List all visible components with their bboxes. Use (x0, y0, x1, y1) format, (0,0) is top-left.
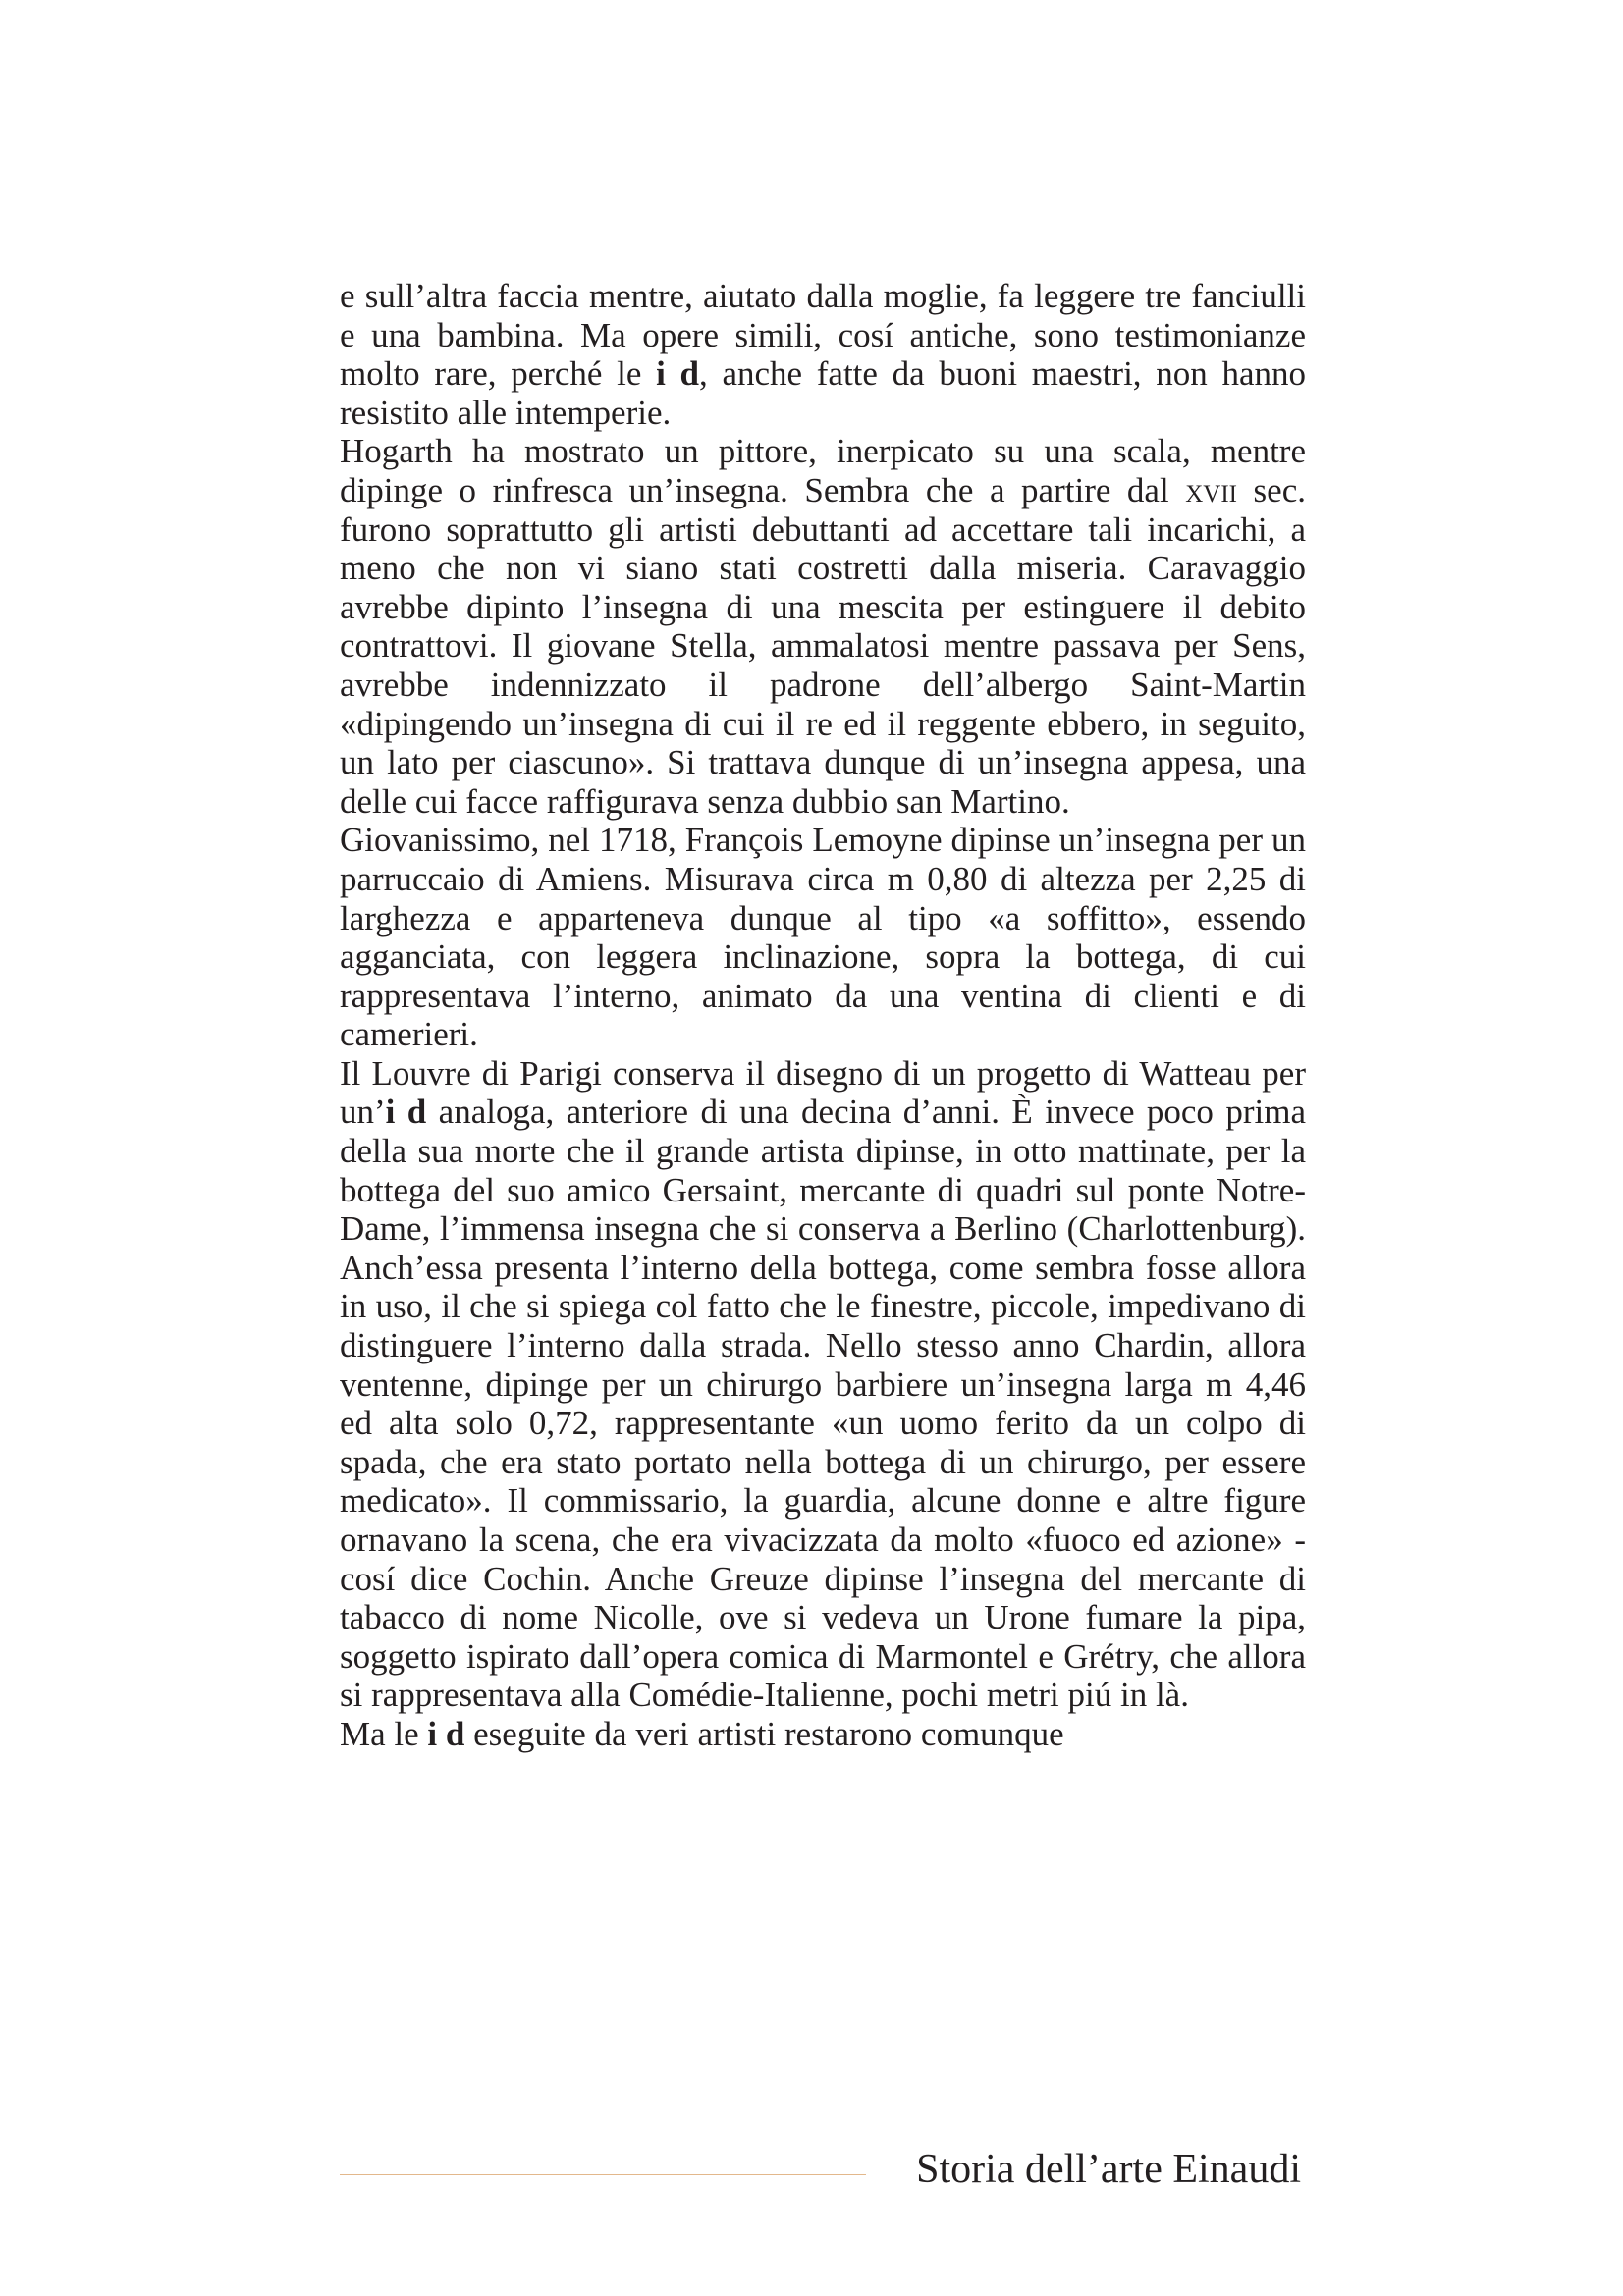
entry-abbreviation: i d (656, 354, 700, 394)
text-run: sec. furono soprattutto gli artisti debuttanti ad accettare tali incarichi, a meno che non vi siano stati costretti dalla miseria. Caravaggio avrebbe dipinto l’insegna di una mescita per estinguere il debito contrattovi. Il giovane Stella, ammalatosi mentre passava per Sens, avrebbe indennizzato il padrone dell’albergo Saint-Martin «dipingendo un’insegna di cui il re ed il reggente ebbero, in seguito, un lato per ciascuno». Si trattava dunque di un’insegna appesa, una delle cui facce raffigurava senza dubbio san Martino. (340, 470, 1306, 821)
footer-rule (340, 2174, 866, 2175)
entry-abbreviation: i d (427, 1714, 465, 1753)
text-run: Ma le (340, 1714, 428, 1753)
text-run: , anche fatte da buoni maestri, non hanno resistito alle intemperie. (340, 354, 1306, 432)
paragraph (340, 277, 1306, 432)
text-run: Hogarth ha mostrato un pittore, inerpicato su una scala, mentre dipinge o rinfresca un’insegna. Sembra che a partire dal (340, 432, 1306, 509)
century-numeral: xvii (1185, 470, 1237, 509)
paragraph (340, 821, 1306, 1054)
page-footer (340, 2140, 1306, 2199)
paragraph (340, 432, 1306, 821)
paragraph (340, 1054, 1306, 1715)
paragraph (340, 1715, 1306, 1754)
text-run: Giovanissimo, nel 1718, François Lemoyne dipinse un’insegna per un parruccaio di Amiens. Misurava circa m 0,80 di altezza per 2,25 di larghezza e apparteneva dunque al tipo «a soffitto», essendo agganciata, con leggera inclinazione, sopra la bottega, di cui rappresentava l’interno, animato da una ventina di clienti e di camerieri. (340, 821, 1306, 1054)
entry-abbreviation: i d (385, 1093, 427, 1132)
text-run: eseguite da veri artisti restarono comunque (464, 1714, 1064, 1753)
body-text (340, 277, 1306, 1754)
footer-title: Storia dell’arte Einaudi (916, 2147, 1301, 2192)
text-run: Il Louvre di Parigi conserva il disegno di un progetto di Watteau per un’ (340, 1053, 1306, 1132)
text-run: e sull’altra faccia mentre, aiutato dalla moglie, fa leggere tre fanciulli e una bambina. Ma opere simili, cosí antiche, sono testimonianze molto rare, perché le (340, 277, 1306, 394)
text-run: analoga, anteriore di una decina d’anni. È invece poco prima della sua morte che il grande artista dipinse, in otto mattinate, per la bottega del suo amico Gersaint, mercante di quadri sul ponte Notre-Dame, l’immensa insegna che si conserva a Berlino (Charlottenburg). Anch’essa presenta l’interno della bottega, come sembra fosse allora in uso, il che si spiega col fatto che le finestre, piccole, impedivano di distinguere l’interno dalla strada. Nello stesso anno Chardin, allora ventenne, dipinge per un chirurgo barbiere un’insegna larga m 4,46 ed alta solo 0,72, rappresentante «un uomo ferito da un colpo di spada, che era stato portato nella bottega di un chirurgo, per essere medicato». Il commissario, la guardia, alcune donne e altre figure ornavano la scena, che era vivacizzata da molto «fuoco ed azione» - cosí dice Cochin. Anche Greuze dipinse l’insegna del mercante di tabacco di nome Nicolle, ove si vedeva un Urone fumare la pipa, soggetto ispirato dall’opera comica di Marmontel e Grétry, che allora si rappresentava alla Comédie-Italienne, pochi metri piú in là. (340, 1093, 1306, 1715)
